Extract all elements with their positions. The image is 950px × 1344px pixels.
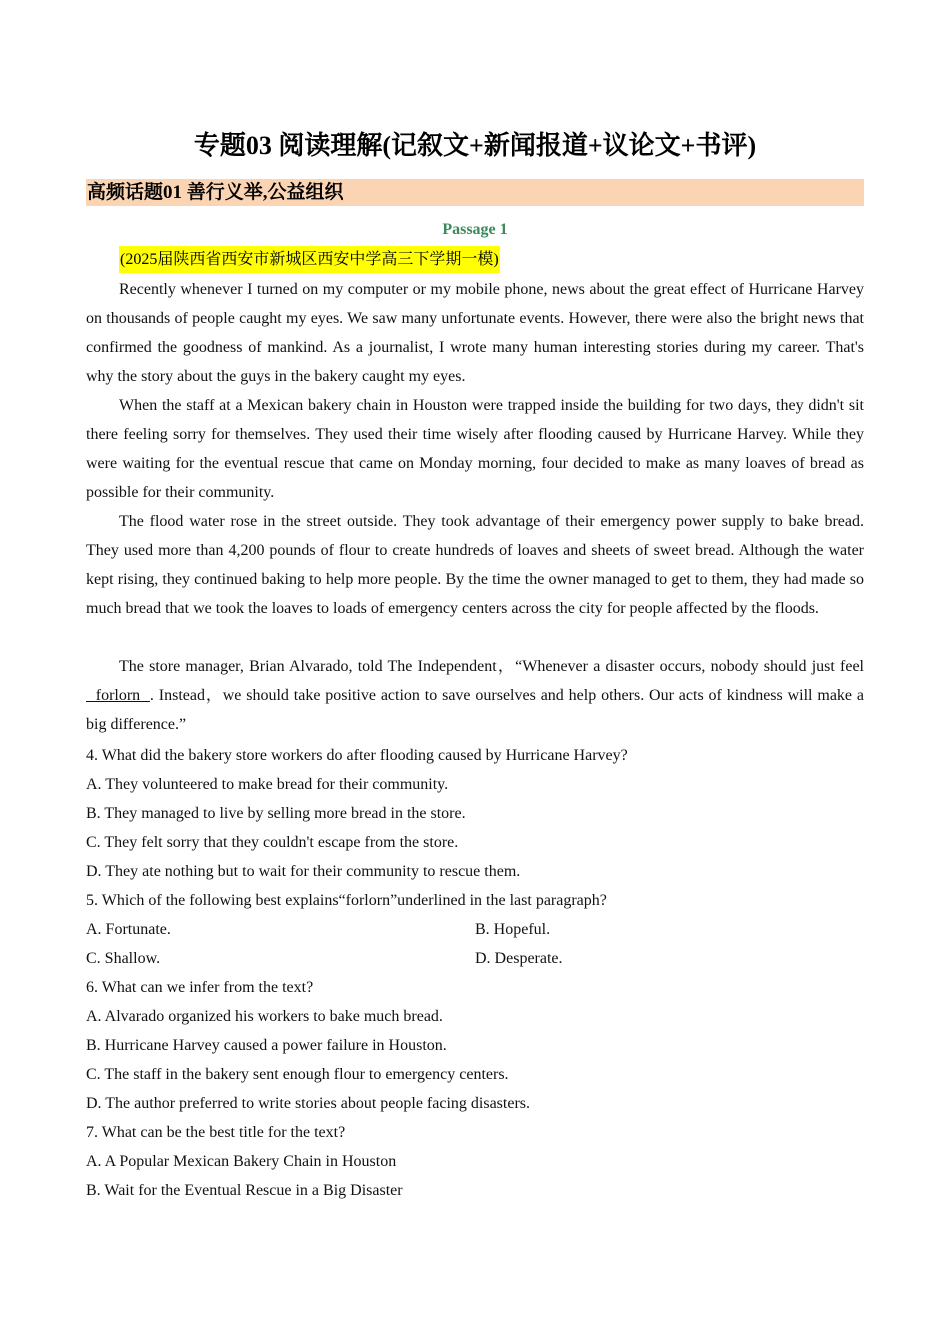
underlined-word: forlorn <box>86 687 150 704</box>
question-4-option-c: C. They felt sorry that they couldn't escape from the store. <box>86 834 459 851</box>
paragraph-3: The flood water rose in the street outside. They took advantage of their emergency power supply to bake bread. They used more than 4,200 pounds of flour to create hundreds of loaves and sheets of sweet bread. Although the water kept rising, they continued baking to help more people. By the time the owner managed to get to them, they had made so much bread that we took the loaves to loads of emergency centers across the city for people affected by the floods. <box>86 513 864 617</box>
question-5-option-a: A. Fortunate. <box>86 921 171 938</box>
question-4-option-b: B. They managed to live by selling more bread in the store. <box>86 805 466 822</box>
question-6-stem: 6. What can we infer from the text? <box>86 979 314 996</box>
question-6-option-b: B. Hurricane Harvey caused a power failure in Houston. <box>86 1037 447 1054</box>
question-4-option-d: D. They ate nothing but to wait for their community to rescue them. <box>86 863 521 880</box>
section-heading: 高频话题01 善行义举,公益组织 <box>87 182 344 203</box>
paragraph-1: Recently whenever I turned on my computer or my mobile phone, news about the great effect of Hurricane Harvey on thousands of people caught my eyes. We saw many unfortunate events. However, there were also the bright news that confirmed the goodness of mankind. As a journalist, I wrote many human interesting stories during my career. That's why the story about the guys in the bakery caught my eyes. <box>86 281 864 385</box>
question-7-stem: 7. What can be the best title for the text? <box>86 1124 346 1141</box>
paragraph-4 <box>86 652 864 739</box>
question-4-option-a: A. They volunteered to make bread for their community. <box>86 776 449 793</box>
question-7-option-a: A. A Popular Mexican Bakery Chain in Houston <box>86 1153 397 1170</box>
question-5-option-d: D. Desperate. <box>475 950 563 967</box>
question-6-option-d: D. The author preferred to write stories about people facing disasters. <box>86 1095 530 1112</box>
page-title: 专题03 阅读理解(记叙文+新闻报道+议论文+书评) <box>193 131 757 160</box>
paragraph-2: When the staff at a Mexican bakery chain in Houston were trapped inside the building for two days, they didn't sit there feeling sorry for themselves. They used their time wisely after flooding caused by Hurricane Harvey. While they were waiting for the eventual rescue that came on Monday morning, four decided to make as many loaves of bread as possible for their community. <box>86 397 864 501</box>
paragraph-4-end: . Instead，we should take positive action to save ourselves and help others. Our acts of kindness will make a big difference.” <box>86 687 864 733</box>
question-5-option-c: C. Shallow. <box>86 950 161 967</box>
passage-label: Passage 1 <box>442 221 508 238</box>
question-5-stem: 5. Which of the following best explains“forlorn”underlined in the last paragraph? <box>86 892 607 909</box>
question-4-stem: 4. What did the bakery store workers do after flooding caused by Hurricane Harvey? <box>86 747 628 764</box>
question-7-option-b: B. Wait for the Eventual Rescue in a Big Disaster <box>86 1182 403 1199</box>
paragraph-4-start: The store manager, Brian Alvarado, told The Independent，“Whenever a disaster occurs, nobody should just feel <box>119 658 864 675</box>
passage-source: (2025届陕西省西安市新城区西安中学高三下学期一模) <box>119 246 500 273</box>
question-6-option-c: C. The staff in the bakery sent enough flour to emergency centers. <box>86 1066 509 1083</box>
question-6-option-a: A. Alvarado organized his workers to bake much bread. <box>86 1008 443 1025</box>
question-5-option-b: B. Hopeful. <box>475 921 551 938</box>
